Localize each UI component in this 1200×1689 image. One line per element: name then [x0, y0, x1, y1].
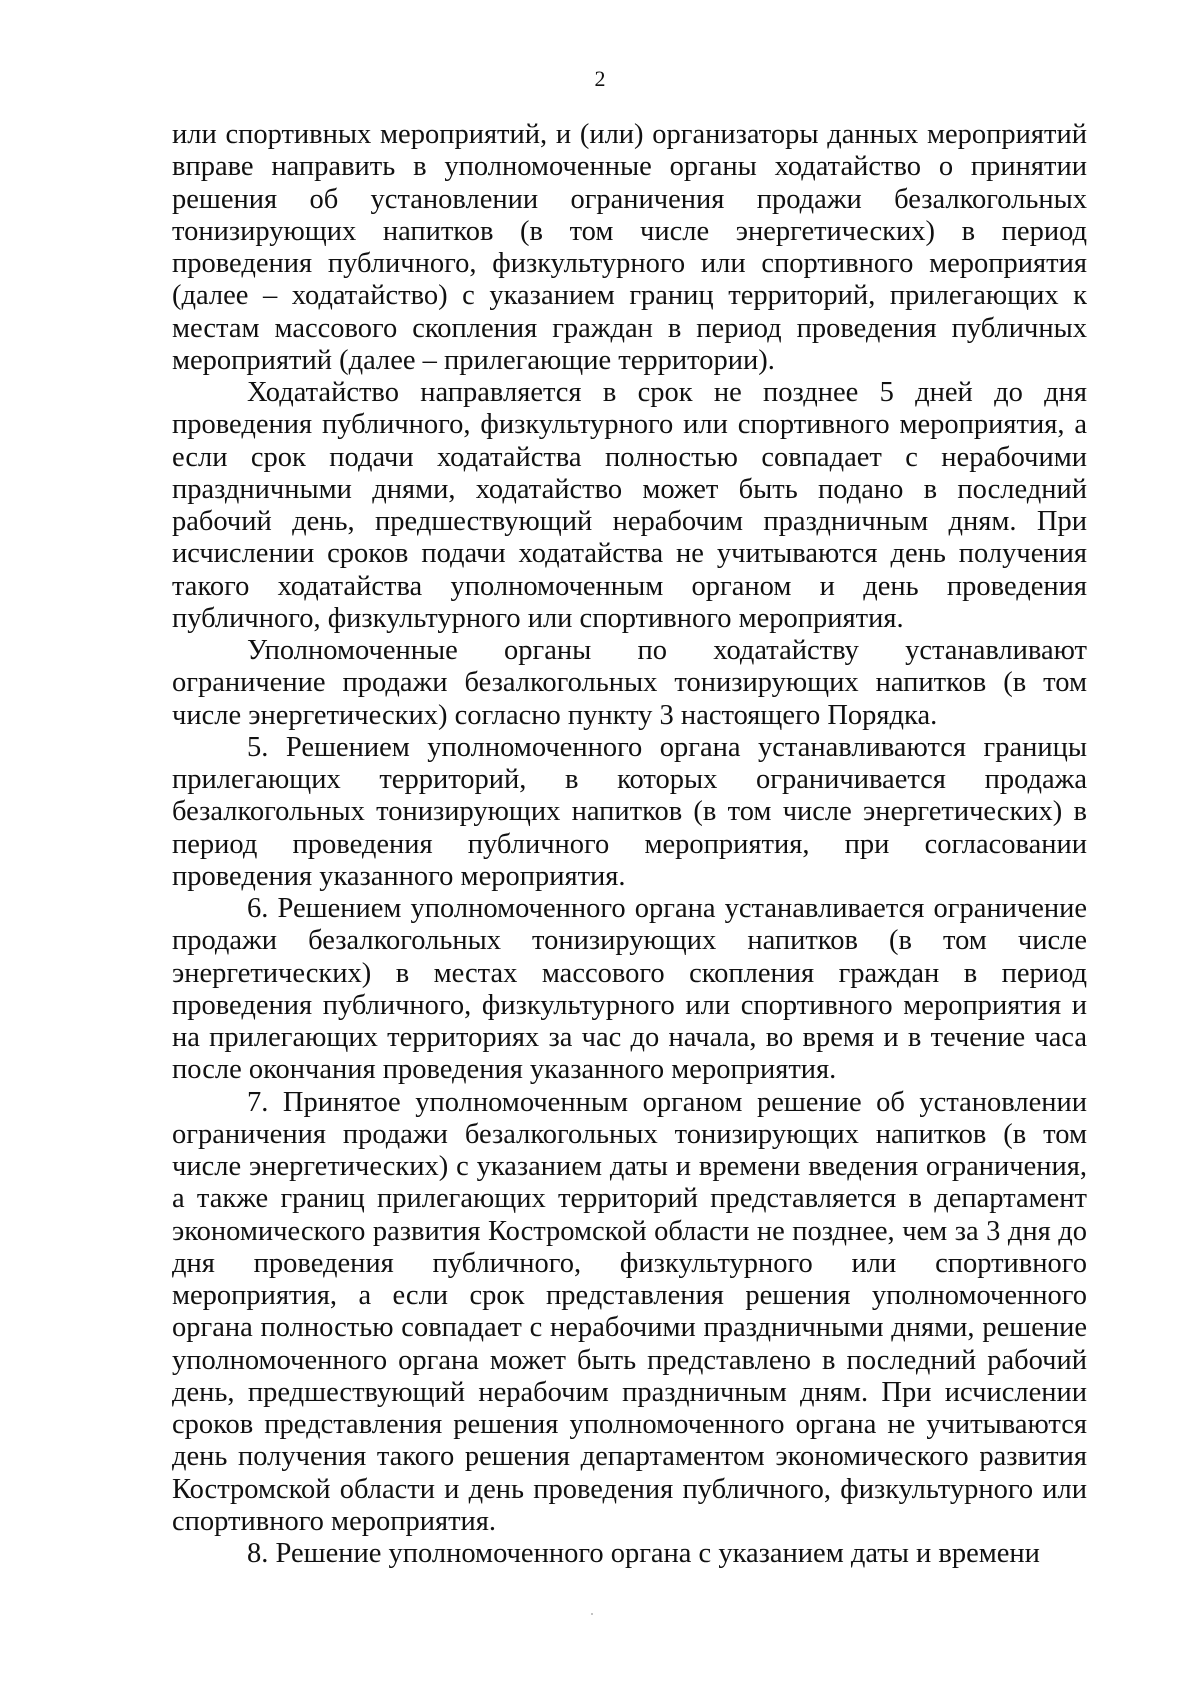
paragraph-item-7: 7. Принятое уполномоченным органом решение об установлении ограничения продажи безалкогольных тонизирующих напитков (в том числе энергетических) с указанием даты и времени введения ограничения, а также границ прилегающих территорий представляется в департамент экономического развития Костромской области не позднее, чем за 3 дня до дня проведения публичного, физкультурного или спортивного мероприятия, а если срок представления решения уполномоченного органа полностью совпадает с нерабочими праздничными днями, решение уполномоченного органа может быть представлено в последний рабочий день, предшествующий нерабочим праздничным дням. При исчислении сроков представления решения уполномоченного органа не учитываются день получения такого решения департаментом экономического развития Костромской области и день проведения публичного, физкультурного или спортивного мероприятия. [172, 1086, 1087, 1537]
document-body [172, 119, 1087, 1570]
page-number: 2 [594, 66, 606, 91]
paragraph-item-6: 6. Решением уполномоченного органа устанавливается ограничение продажи безалкогольных тонизирующих напитков (в том числе энергетических) в местах массового скопления граждан в период проведения публичного, физкультурного или спортивного мероприятия и на прилегающих территориях за час до начала, во время и в течение часа после окончания проведения указанного мероприятия. [172, 893, 1087, 1086]
paragraph-authorized-bodies: Уполномоченные органы по ходатайству устанавливают ограничение продажи безалкогольных тонизирующих напитков (в том числе энергетических) согласно пункту 3 настоящего Порядка. [172, 635, 1087, 731]
paragraph-item-5: 5. Решением уполномоченного органа устанавливаются границы прилегающих территорий, в которых ограничивается продажа безалкогольных тонизирующих напитков (в том числе энергетических) в период проведения публичного мероприятия, при согласовании проведения указанного мероприятия. [172, 731, 1087, 892]
paragraph-item-8: 8. Решение уполномоченного органа с указанием даты и времени [247, 1538, 1040, 1569]
scan-speck [591, 1613, 593, 1615]
paragraph-petition-deadline: Ходатайство направляется в срок не позднее 5 дней до дня проведения публичного, физкультурного или спортивного мероприятия, а если срок подачи ходатайства полностью совпадает с нерабочими праздничными днями, ходатайство может быть подано в последний рабочий день, предшествующий нерабочим праздничным дням. При исчислении сроков подачи ходатайства не учитываются день получения такого ходатайства уполномоченным органом и день проведения публичного, физкультурного или спортивного мероприятия. [172, 377, 1087, 634]
paragraph-continuation: или спортивных мероприятий, и (или) организаторы данных мероприятий вправе направить в уполномоченные органы ходатайство о принятии решения об установлении ограничения продажи безалкогольных тонизирующих напитков (в том числе энергетических) в период проведения публичного, физкультурного или спортивного мероприятия (далее – ходатайство) с указанием границ территорий, прилегающих к местам массового скопления граждан в период проведения публичных мероприятий (далее – прилегающие территории). [172, 119, 1087, 376]
